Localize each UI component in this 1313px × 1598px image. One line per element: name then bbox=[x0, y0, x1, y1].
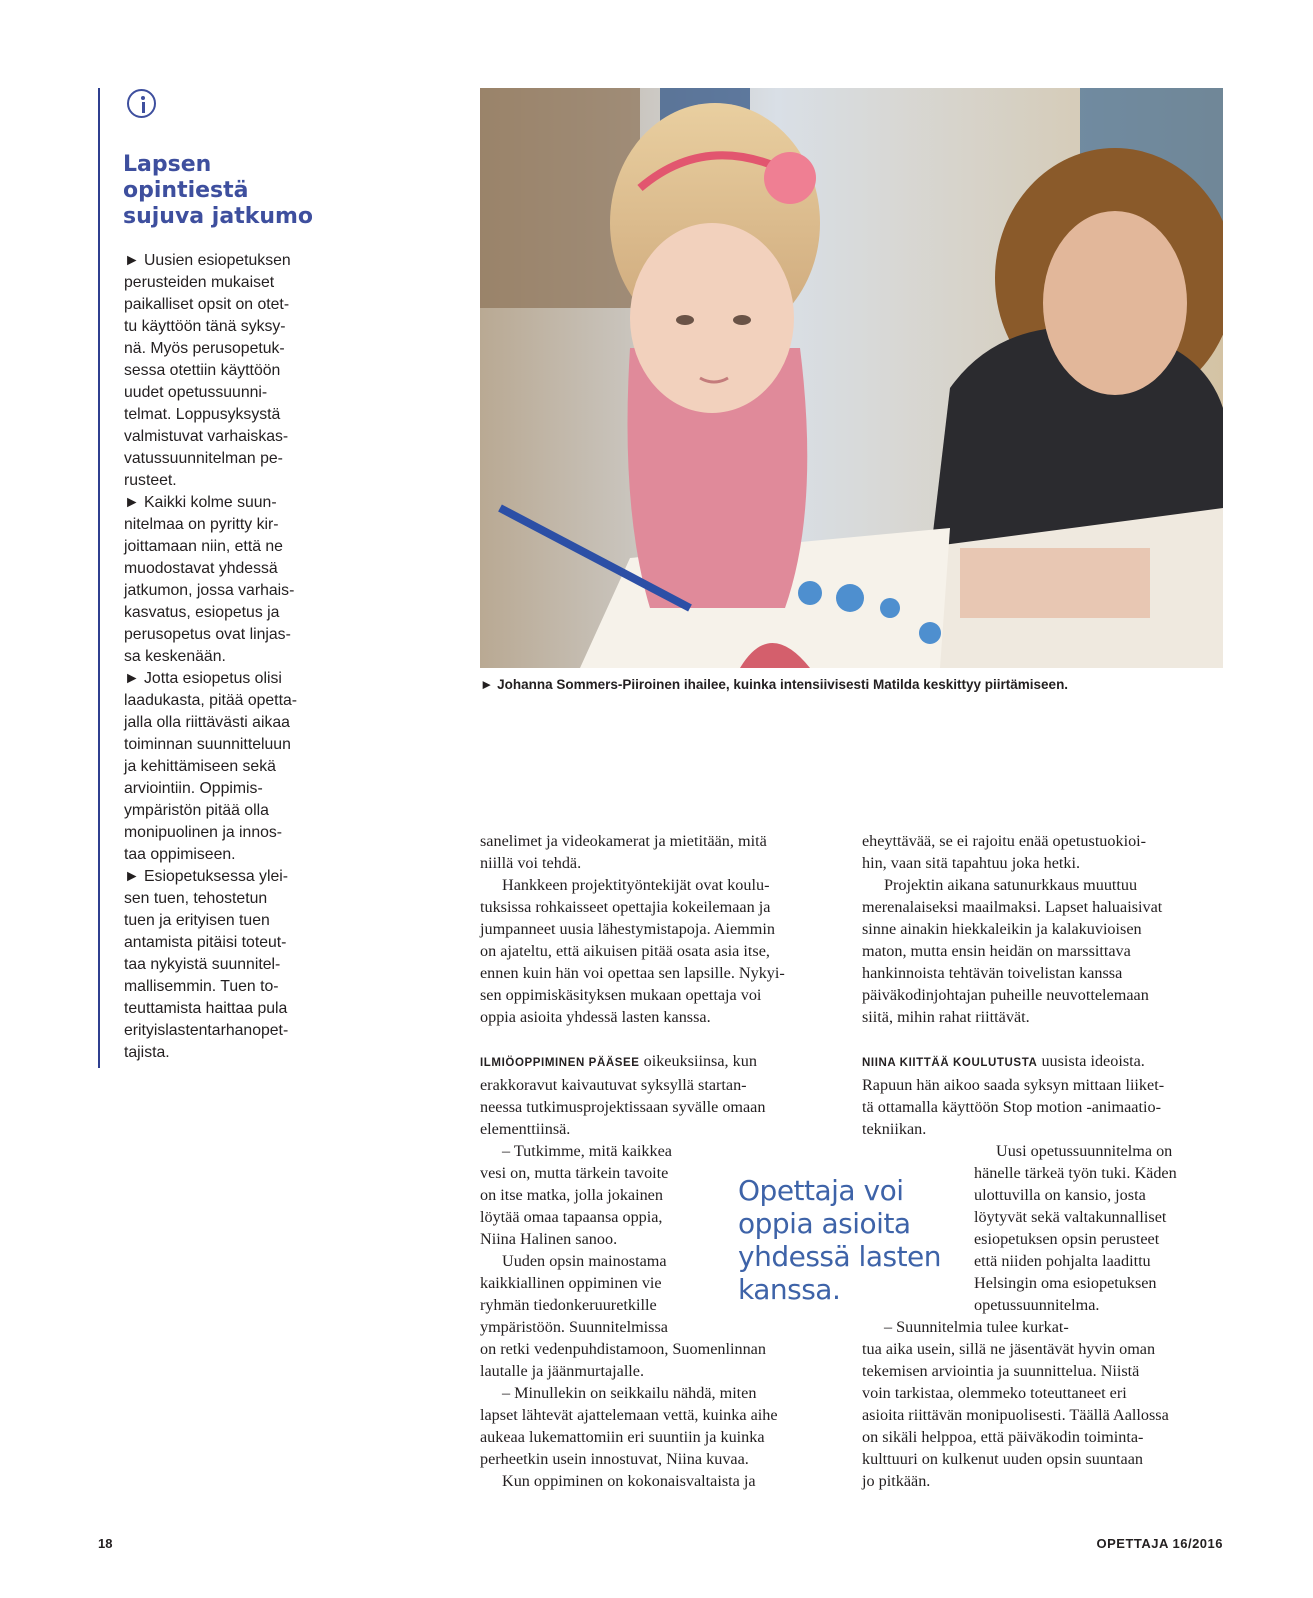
text-line: löytää omaa tapaansa oppia, bbox=[480, 1208, 663, 1226]
text-line: kulttuuri on kulkenut uuden opsin suuntaan bbox=[862, 1450, 1144, 1468]
pull-quote-line: oppia asioita bbox=[738, 1207, 911, 1240]
text-line: tajista. bbox=[124, 1044, 170, 1061]
text-line: ► Esiopetuksessa ylei- bbox=[124, 868, 289, 885]
text-line: löytyvät sekä valtakunnalliset bbox=[974, 1208, 1167, 1226]
text-line: kasvatus, esiopetus ja bbox=[124, 604, 280, 621]
text-line: joittamaan niin, että ne bbox=[124, 538, 283, 555]
text-line: sanelimet ja videokamerat ja mietitään, mitä bbox=[480, 832, 767, 850]
text-line: ja kehittämiseen sekä bbox=[124, 758, 276, 775]
text-line: lautalle ja jäänmurtajalle. bbox=[480, 1362, 645, 1380]
pull-quote-line: Opettaja voi bbox=[738, 1174, 904, 1207]
text-line: Rapuun hän aikoo saada syksyn mittaan liiket- bbox=[862, 1076, 1165, 1094]
text-line: perusopetus ovat linjas- bbox=[124, 626, 291, 643]
column-2-part-a bbox=[862, 830, 1224, 1028]
text-line: Projektin aikana satunurkkaus muuttuu bbox=[884, 876, 1138, 894]
sidebar-title-line: sujuva jatkumo bbox=[123, 204, 314, 229]
text-line: tuen ja erityisen tuen bbox=[124, 912, 270, 929]
classroom-photo bbox=[480, 88, 1223, 668]
text-line: muodostavat yhdessä bbox=[124, 560, 278, 577]
text-line: erakkoravut kaivautuvat syksyllä startan- bbox=[480, 1076, 747, 1094]
text-line: taa nykyistä suunnitel- bbox=[124, 956, 281, 973]
text-line: taa oppimiseen. bbox=[124, 846, 236, 863]
text-line: Uuden opsin mainostama bbox=[502, 1252, 667, 1270]
text-line: jatkumon, jossa varhais- bbox=[124, 582, 295, 599]
run-in-lead: ILMIÖOPPIMINEN PÄÄSEE bbox=[480, 1057, 640, 1069]
text-line: siitä, mihin rahat riittävät. bbox=[862, 1008, 1030, 1026]
text-line: maton, mutta ensin heidän on marssittava bbox=[862, 942, 1131, 960]
column-1-part-d bbox=[480, 1338, 835, 1492]
text-line: ympäristön pitää olla bbox=[124, 802, 269, 819]
text-line: ► Kaikki kolme suun- bbox=[124, 494, 277, 511]
text-line: sessa otettiin käyttöön bbox=[124, 362, 281, 379]
text-line: Kun oppiminen on kokonaisvaltaista ja bbox=[502, 1472, 756, 1490]
column-2-part-b bbox=[862, 1074, 1224, 1140]
text-line: Helsingin oma esiopetuksen bbox=[974, 1274, 1157, 1292]
text-line: hin, vaan sitä tapahtuu joka hetki. bbox=[862, 854, 1081, 872]
text-line: asioita riittävän monipuolisesti. Täällä Aallossa bbox=[862, 1406, 1169, 1424]
magazine-issue: OPETTAJA 16/2016 bbox=[1096, 1536, 1223, 1551]
text-line: tu käyttöön tänä syksy- bbox=[124, 318, 286, 335]
text-line: kaikkiallinen oppiminen vie bbox=[480, 1274, 662, 1292]
text-line: ► Uusien esiopetuksen bbox=[124, 252, 291, 269]
sidebar-body bbox=[124, 250, 319, 1064]
text-line: on ajateltu, että aikuisen pitää osata asia itse, bbox=[480, 942, 770, 960]
text-line: jumpanneet uusia lähestymistapoja. Aiemmin bbox=[480, 920, 775, 938]
text-line: neessa tutkimusprojektissaan syvälle omaan bbox=[480, 1098, 766, 1116]
text-line: hänelle tärkeä työn tuki. Käden bbox=[974, 1164, 1177, 1182]
text-line: jalla olla riittävästi aikaa bbox=[124, 714, 290, 731]
text-line: tekemisen arviointia ja suunnittelua. Niistä bbox=[862, 1362, 1140, 1380]
photo bbox=[480, 88, 1223, 668]
column-2-lead-paragraph bbox=[862, 1050, 1224, 1074]
info-icon bbox=[127, 89, 156, 118]
text-line: sen oppimiskäsityksen mukaan opettaja voi bbox=[480, 986, 762, 1004]
text-line: jo pitkään. bbox=[862, 1472, 931, 1490]
text-line: on sikäli helppoa, että päiväkodin toiminta- bbox=[862, 1428, 1144, 1446]
text-line: voin tarkistaa, olemmeko toteuttaneet eri bbox=[862, 1384, 1127, 1402]
text-line: ympäristöön. Suunnitelmissa bbox=[480, 1318, 668, 1336]
column-2-part-d bbox=[862, 1316, 1224, 1492]
page-number: 18 bbox=[98, 1536, 113, 1551]
sidebar-title-line: opintiestä bbox=[123, 178, 249, 203]
article-column-2 bbox=[862, 830, 1224, 1492]
text-line: tua aika usein, sillä ne jäsentävät hyvin oman bbox=[862, 1340, 1156, 1358]
text-line: toiminnan suunnitteluun bbox=[124, 736, 291, 753]
text-line: uudet opetussuunni- bbox=[124, 384, 268, 401]
text-line: Niina Halinen sanoo. bbox=[480, 1230, 618, 1248]
text-line: teuttamista haittaa pula bbox=[124, 1000, 288, 1017]
text-line: esiopetuksen opsin perusteet bbox=[974, 1230, 1160, 1248]
text-line: uusista ideoista. bbox=[1037, 1052, 1145, 1070]
text-line: perheetkin usein innostuvat, Niina kuvaa. bbox=[480, 1450, 749, 1468]
text-line: lapset lähtevät ajattelemaan vettä, kuinka aihe bbox=[480, 1406, 778, 1424]
text-line: nä. Myös perusopetuk- bbox=[124, 340, 285, 357]
text-line: ulottuvilla on kansio, josta bbox=[974, 1186, 1146, 1204]
text-line: hankinnoista tehtävän toivelistan kanssa bbox=[862, 964, 1123, 982]
text-line: sa keskenään. bbox=[124, 648, 226, 665]
text-line: telmat. Loppusyksystä bbox=[124, 406, 281, 423]
text-line: tekniikan. bbox=[862, 1120, 927, 1138]
text-line: vesi on, mutta tärkein tavoite bbox=[480, 1164, 669, 1182]
text-line: valmistuvat varhaiskas- bbox=[124, 428, 289, 445]
text-line: aukeaa lukemattomiin eri suuntiin ja kuinka bbox=[480, 1428, 765, 1446]
text-line: vatussuunnitelman pe- bbox=[124, 450, 283, 467]
text-line: monipuolinen ja innos- bbox=[124, 824, 283, 841]
text-line: Hankkeen projektityöntekijät ovat koulu- bbox=[502, 876, 770, 894]
text-line: rusteet. bbox=[124, 472, 177, 489]
text-line: nitelmaa on pyritty kir- bbox=[124, 516, 279, 533]
column-2-part-c bbox=[974, 1140, 1222, 1316]
column-1-part-a bbox=[480, 830, 835, 1028]
text-line: paikalliset opsit on otet- bbox=[124, 296, 290, 313]
text-line: ennen kuin hän voi opettaa sen lapsille. Nykyi- bbox=[480, 964, 785, 982]
article-column-1 bbox=[480, 830, 835, 1492]
text-line: laadukasta, pitää opetta- bbox=[124, 692, 298, 709]
text-line: elementtiinsä. bbox=[480, 1120, 571, 1138]
text-line: – Suunnitelmia tulee kurkat- bbox=[884, 1318, 1069, 1336]
sidebar-title bbox=[123, 152, 343, 230]
text-line: että niiden pohjalta laadittu bbox=[974, 1252, 1151, 1270]
text-line: tä ottamalla käyttöön Stop motion -animaatio- bbox=[862, 1098, 1161, 1116]
column-1-lead-paragraph bbox=[480, 1050, 835, 1074]
sidebar-rule bbox=[98, 88, 100, 1068]
text-line: antamista pitäisi toteut- bbox=[124, 934, 287, 951]
pull-quote-line: kanssa. bbox=[738, 1273, 841, 1306]
text-line: eheyttävää, se ei rajoitu enää opetustuokioi- bbox=[862, 832, 1147, 850]
pull-quote-line: yhdessä lasten bbox=[738, 1240, 942, 1273]
text-line: tuksissa rohkaisseet opettajia kokeilemaan ja bbox=[480, 898, 771, 916]
column-1-part-b bbox=[480, 1074, 835, 1140]
text-line: erityislastentarhanopet- bbox=[124, 1022, 289, 1039]
text-line: sinne ainakin hiekkaleikin ja kalakuvioisen bbox=[862, 920, 1142, 938]
text-line: niillä voi tehdä. bbox=[480, 854, 582, 872]
run-in-lead: NIINA KIITTÄÄ KOULUTUSTA bbox=[862, 1057, 1038, 1069]
text-line: on itse matka, jolla jokainen bbox=[480, 1186, 663, 1204]
sidebar-title-line: Lapsen bbox=[123, 152, 212, 177]
text-line: on retki vedenpuhdistamoon, Suomenlinnan bbox=[480, 1340, 766, 1358]
text-line: ryhmän tiedonkeruuretkille bbox=[480, 1296, 657, 1314]
text-line: oppia asioita yhdessä lasten kanssa. bbox=[480, 1008, 711, 1026]
pull-quote bbox=[738, 1174, 966, 1306]
photo-caption: ► Johanna Sommers-Piiroinen ihailee, kuinka intensiivisesti Matilda keskittyy piirtämiseen. bbox=[480, 677, 1069, 692]
text-line: Uusi opetussuunnitelma on bbox=[996, 1142, 1173, 1160]
text-line: – Minullekin on seikkailu nähdä, miten bbox=[502, 1384, 757, 1402]
text-line: merenalaiseksi maailmaksi. Lapset haluaisivat bbox=[862, 898, 1163, 916]
column-1-part-c bbox=[480, 1140, 705, 1338]
text-line: perusteiden mukaiset bbox=[124, 274, 275, 291]
text-line: päiväkodinjohtajan puheille neuvottelemaan bbox=[862, 986, 1149, 1004]
text-line: oikeuksiinsa, kun bbox=[639, 1052, 757, 1070]
text-line: ► Jotta esiopetus olisi bbox=[124, 670, 282, 687]
text-line: arviointiin. Oppimis- bbox=[124, 780, 263, 797]
text-line: mallisemmin. Tuen to- bbox=[124, 978, 279, 995]
text-line: – Tutkimme, mitä kaikkea bbox=[502, 1142, 672, 1160]
text-line: sen tuen, tehostetun bbox=[124, 890, 268, 907]
text-line: opetussuunnitelma. bbox=[974, 1296, 1100, 1314]
